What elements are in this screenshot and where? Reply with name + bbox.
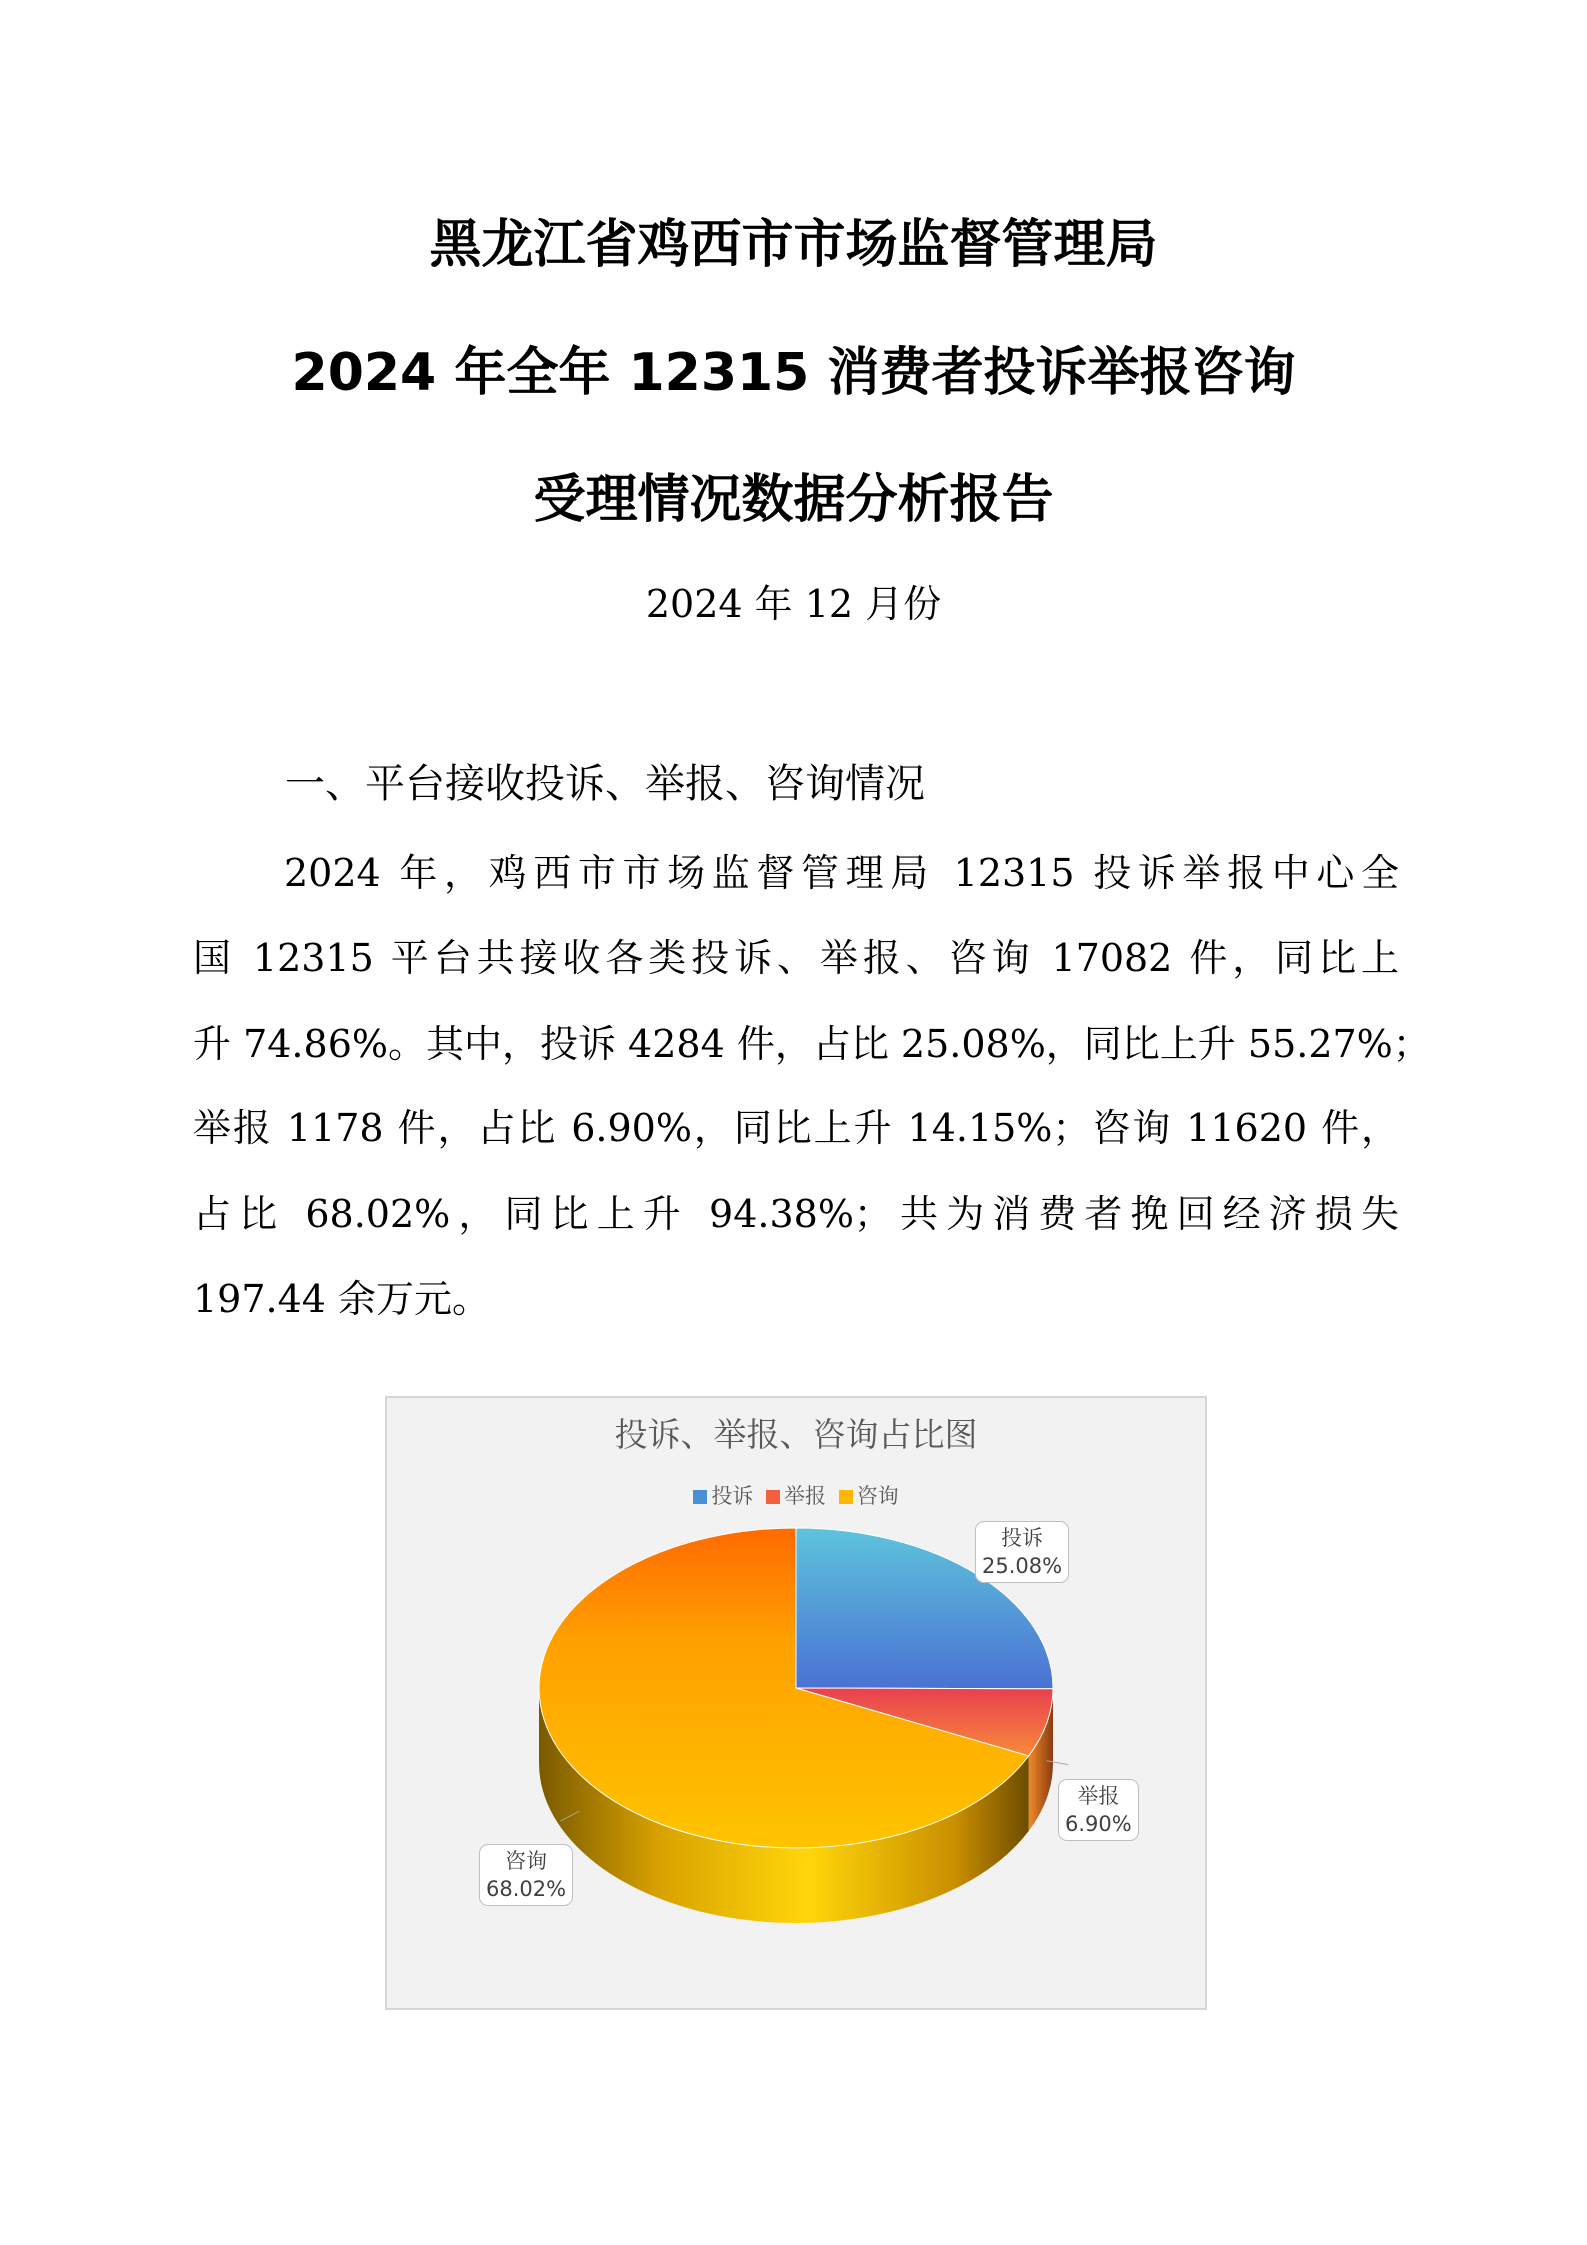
data-label-value: 68.02%	[486, 1877, 567, 1901]
report-date: 2024 年 12 月份	[645, 582, 942, 626]
pie-plot-area	[387, 1398, 1205, 2008]
legend-label: 咨询	[856, 1484, 899, 1508]
data-label-report	[1058, 1779, 1139, 1841]
paragraph-line: 2024 年，鸡西市市场监督管理局 12315 投诉举报中心全	[284, 851, 1399, 895]
pie-chart	[385, 1396, 1207, 2010]
paragraph-line: 国 12315 平台共接收各类投诉、举报、咨询 17082 件，同比上	[193, 936, 1399, 980]
data-label-consult	[479, 1844, 573, 1906]
data-label-category: 举报	[1077, 1784, 1120, 1808]
section-heading: 一、平台接收投诉、举报、咨询情况	[285, 761, 925, 807]
document-title-line-1: 黑龙江省鸡西市市场监督管理局	[429, 215, 1158, 275]
data-label-value: 25.08%	[982, 1554, 1063, 1578]
paragraph-line: 举报 1178 件，占比 6.90%，同比上升 14.15%；咨询 11620 件，	[193, 1106, 1399, 1150]
data-label-complaint	[975, 1521, 1069, 1583]
document-title-line-3: 受理情况数据分析报告	[533, 470, 1054, 530]
chart-title: 投诉、举报、咨询占比图	[614, 1415, 978, 1454]
paragraph-line: 升 74.86%。其中，投诉 4284 件，占比 25.08%，同比上升 55.27%；	[193, 1022, 1431, 1066]
paragraph-line: 197.44 余万元。	[193, 1277, 491, 1321]
legend-label: 投诉	[711, 1484, 754, 1508]
data-label-value: 6.90%	[1065, 1812, 1132, 1836]
document-title-line-2: 2024 年全年 12315 消费者投诉举报咨询	[291, 343, 1296, 403]
data-label-category: 咨询	[505, 1849, 548, 1873]
legend-label: 举报	[784, 1484, 826, 1508]
paragraph-line: 占比 68.02%，同比上升 94.38%；共为消费者挽回经济损失	[193, 1192, 1399, 1236]
data-label-category: 投诉	[1001, 1526, 1044, 1550]
